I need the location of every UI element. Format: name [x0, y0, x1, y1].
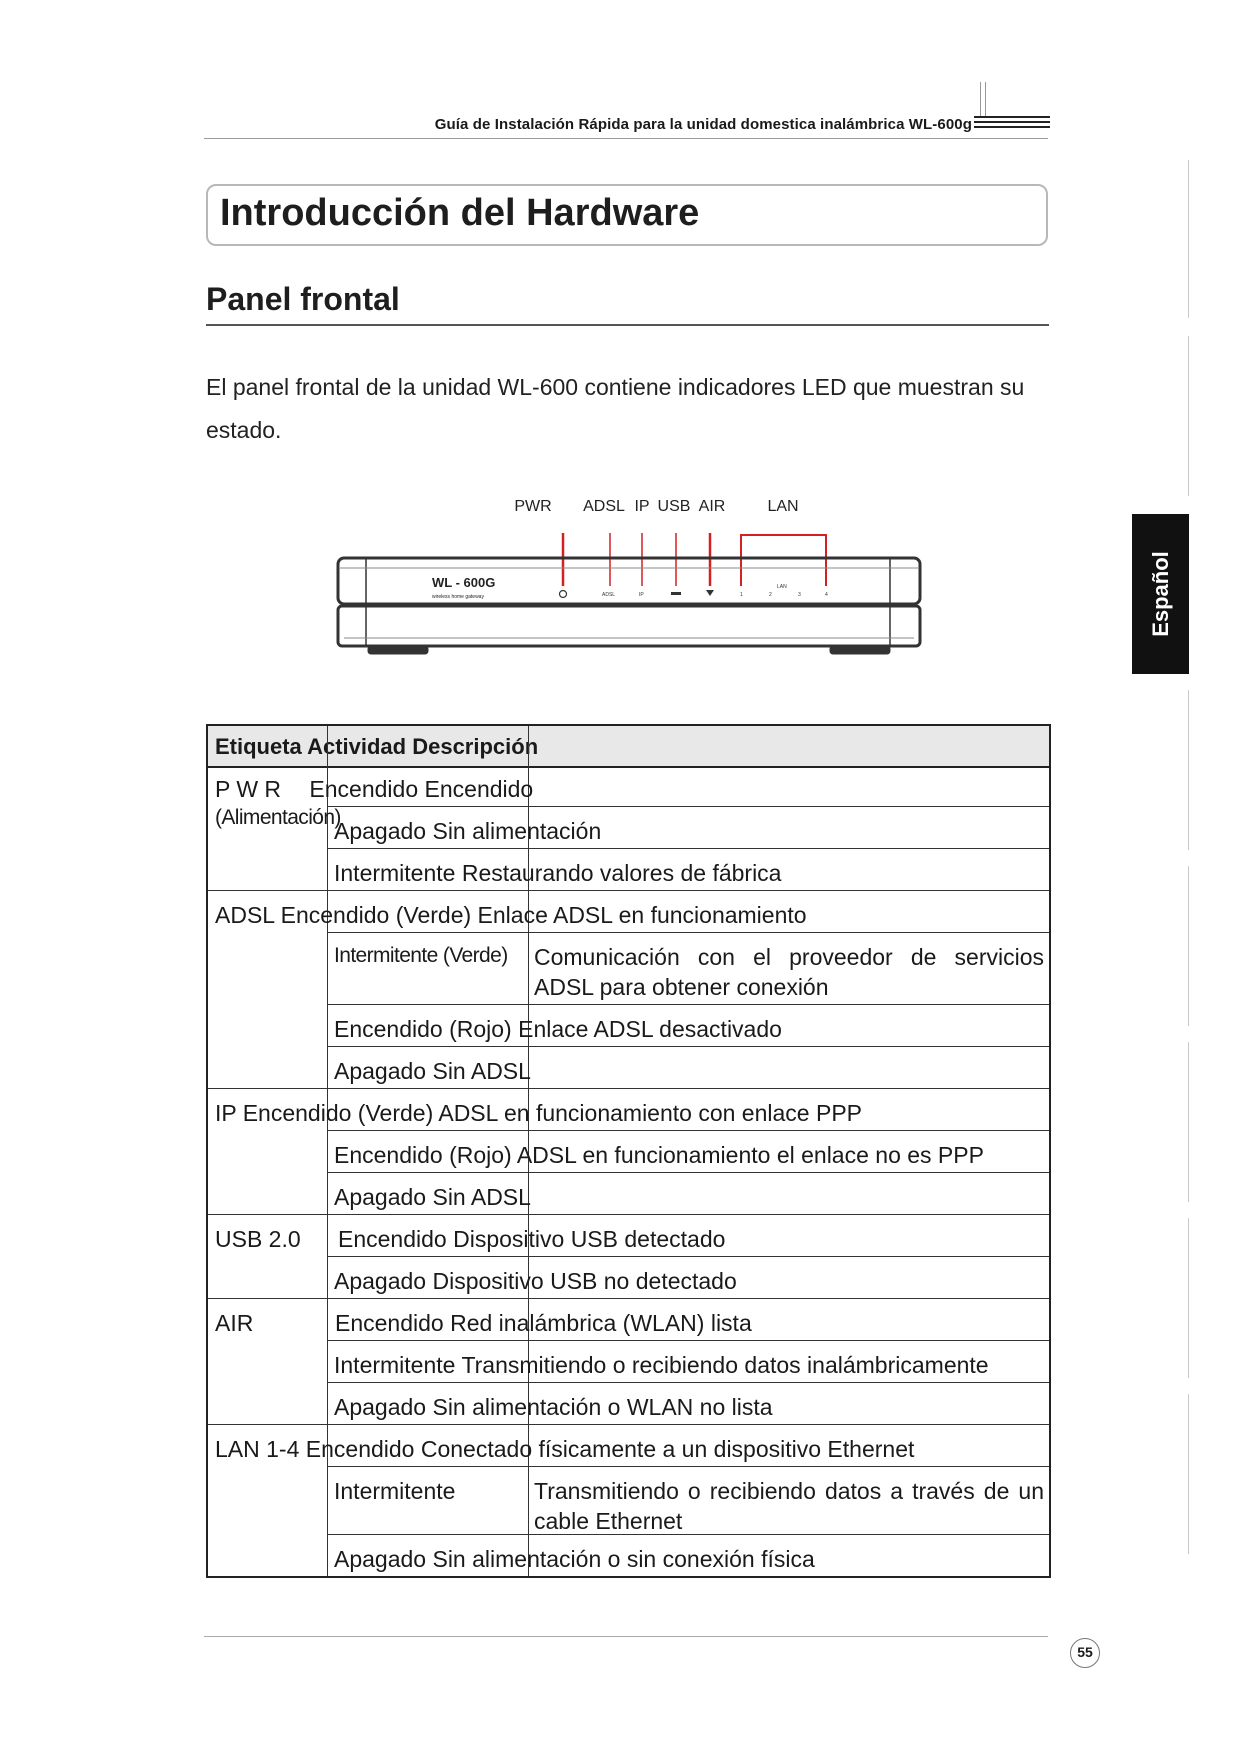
- row-adsl-encendido-verde: [215, 902, 807, 929]
- router-model-label: WL - 600G: [432, 575, 496, 590]
- row-line: [327, 1340, 1049, 1341]
- router-tagline: wireless home gateway: [432, 594, 484, 600]
- activity-text: Apagado: [334, 1058, 427, 1084]
- antenna-ornament: [980, 82, 986, 116]
- row-line: [208, 1298, 1049, 1299]
- row-ip-encendido-rojo: [334, 1142, 984, 1169]
- activity-text: Encendido: [309, 776, 419, 802]
- label-ip: IP: [215, 1100, 237, 1126]
- activity-text: Encendido: [335, 1310, 444, 1336]
- activity-text: Intermitente: [334, 860, 456, 886]
- header-stripes-icon: [974, 116, 1050, 132]
- row-line: [327, 1172, 1049, 1173]
- led-row: [560, 584, 829, 598]
- label-pwr-sub: (Alimentación): [215, 806, 341, 829]
- description-text: Conectado físicamente a un dispositivo Ethernet: [420, 1436, 915, 1462]
- section-title: Panel frontal: [206, 281, 400, 317]
- description-text: Encendido: [424, 776, 534, 802]
- row-line: [208, 1214, 1049, 1215]
- side-margin-line: [1188, 1042, 1189, 1202]
- row-air-apagado: [334, 1394, 773, 1421]
- activity-text: Apagado: [334, 1184, 427, 1210]
- router-body: [338, 558, 920, 654]
- lan-port-3: 3: [798, 592, 801, 598]
- row-line: [327, 1046, 1049, 1047]
- header-rule: [204, 138, 1048, 139]
- lan-port-4: 4: [825, 592, 828, 598]
- activity-text: Encendido (Verde): [280, 902, 472, 928]
- wireless-led-icon: [706, 590, 714, 596]
- description-text: ADSL en funcionamiento con enlace PPP: [438, 1100, 862, 1126]
- row-air-encendido: [335, 1310, 752, 1337]
- lan-port-1: 1: [740, 592, 743, 598]
- activity-text: Intermitente: [334, 1352, 456, 1378]
- activity-text: Apagado: [334, 1546, 427, 1572]
- row-air-intermitente: [334, 1352, 989, 1379]
- row-line: [327, 848, 1049, 849]
- description-text: ADSL en funcionamiento el enlace no es PPP: [516, 1142, 984, 1168]
- row-line: [327, 932, 1049, 933]
- diagram-label-air: AIR: [698, 498, 726, 515]
- intro-paragraph: El panel frontal de la unidad WL-600 contiene indicadores LED que muestran su estado.: [206, 374, 1025, 443]
- row-line: [208, 1424, 1049, 1425]
- side-margin-line: [1188, 690, 1189, 850]
- label-air: AIR: [215, 1310, 254, 1336]
- row-usb-encendido: [338, 1226, 725, 1253]
- led-label-ip: IP: [639, 592, 644, 598]
- label-pwr: P W R: [215, 776, 282, 802]
- activity-text: Apagado: [334, 1268, 427, 1294]
- description-text: Sin alimentación o sin conexión física: [432, 1546, 815, 1572]
- row-line: [327, 1004, 1049, 1005]
- row-lan-encendido: [215, 1436, 914, 1463]
- label-usb: USB 2.0: [215, 1226, 301, 1252]
- activity-text: Apagado: [334, 818, 427, 844]
- usb-led-icon: [671, 592, 681, 595]
- row-line: [327, 1130, 1049, 1131]
- language-tab-label: Español: [1147, 551, 1173, 637]
- led-status-table: [206, 724, 1051, 1578]
- diagram-label-pwr: PWR: [514, 498, 552, 515]
- side-margin-line: [1188, 1218, 1189, 1378]
- activity-text: Encendido (Rojo): [334, 1016, 512, 1042]
- row-ip-encendido-verde: [215, 1100, 862, 1127]
- side-margin-line: [1188, 866, 1189, 1026]
- row-line: [208, 1088, 1049, 1089]
- description-text: Restaurando valores de fábrica: [461, 860, 782, 886]
- footer-rule: [204, 1636, 1048, 1637]
- row-ip-apagado: [334, 1184, 531, 1211]
- language-tab: [1132, 514, 1189, 674]
- row-line: [208, 890, 1049, 891]
- row-line: [327, 1466, 1049, 1467]
- activity-text: Encendido: [305, 1436, 415, 1462]
- row-usb-apagado: [334, 1268, 737, 1295]
- description-text: Dispositivo USB detectado: [453, 1226, 726, 1252]
- description-text: Comunicación con el proveedor de servicios ADSL para obtener conexión: [534, 944, 1044, 1000]
- description-text: Transmitiendo o recibiendo datos a través de un cable Ethernet: [534, 1478, 1044, 1534]
- activity-text: Encendido: [338, 1226, 447, 1252]
- label-adsl: ADSL: [215, 902, 275, 928]
- table-header-text: Etiqueta Actividad Descripción: [215, 734, 539, 759]
- description-text: Dispositivo USB no detectado: [432, 1268, 737, 1294]
- diagram-label-usb: USB: [657, 498, 691, 515]
- side-margin-line: [1188, 1394, 1189, 1554]
- led-label-adsl: ADSL: [602, 592, 616, 598]
- description-text: Red inalámbrica (WLAN) lista: [450, 1310, 752, 1336]
- row-pwr-apagado: [334, 818, 601, 845]
- side-margin-line: [1188, 336, 1189, 496]
- activity-text: Encendido (Verde): [242, 1100, 434, 1126]
- activity-text: Intermitente (Verde): [334, 944, 508, 967]
- description-text: Sin alimentación: [432, 818, 602, 844]
- label-lan: LAN 1-4: [215, 1436, 300, 1462]
- activity-text: Encendido (Rojo): [334, 1142, 512, 1168]
- diagram-label-lan: LAN: [767, 498, 799, 515]
- description-text: Sin alimentación o WLAN no lista: [432, 1394, 773, 1420]
- activity-text: Intermitente: [334, 1478, 456, 1504]
- router-front-panel-diagram: [330, 488, 930, 686]
- row-line: [327, 806, 1049, 807]
- activity-text: Apagado: [334, 1394, 427, 1420]
- description-text: Enlace ADSL desactivado: [518, 1016, 782, 1042]
- diagram-label-adsl: ADSL: [583, 498, 625, 515]
- description-text: Transmitiendo o recibiendo datos inalámbricamente: [461, 1352, 989, 1378]
- diagram-label-ip: IP: [634, 498, 650, 515]
- row-label-pwr: [215, 776, 533, 803]
- lan-group-label: LAN: [777, 584, 787, 590]
- row-pwr-intermitente: [334, 860, 781, 887]
- page-title: Introducción del Hardware: [220, 192, 700, 234]
- side-margin-line: [1188, 160, 1189, 318]
- description-text: Sin ADSL: [432, 1184, 531, 1210]
- row-adsl-encendido-rojo: [334, 1016, 782, 1043]
- row-line: [327, 1382, 1049, 1383]
- section-rule: [206, 324, 1049, 326]
- description-text: Sin ADSL: [432, 1058, 531, 1084]
- running-header: Guía de Instalación Rápida para la unidad domestica inalámbrica WL-600g: [434, 116, 972, 133]
- description-text: Enlace ADSL en funcionamiento: [477, 902, 807, 928]
- lan-port-2: 2: [769, 592, 772, 598]
- row-line: [327, 1256, 1049, 1257]
- row-lan-apagado: [334, 1546, 815, 1573]
- page-number: 55: [1070, 1638, 1100, 1668]
- row-adsl-apagado: [334, 1058, 531, 1085]
- power-led-icon: [560, 591, 567, 598]
